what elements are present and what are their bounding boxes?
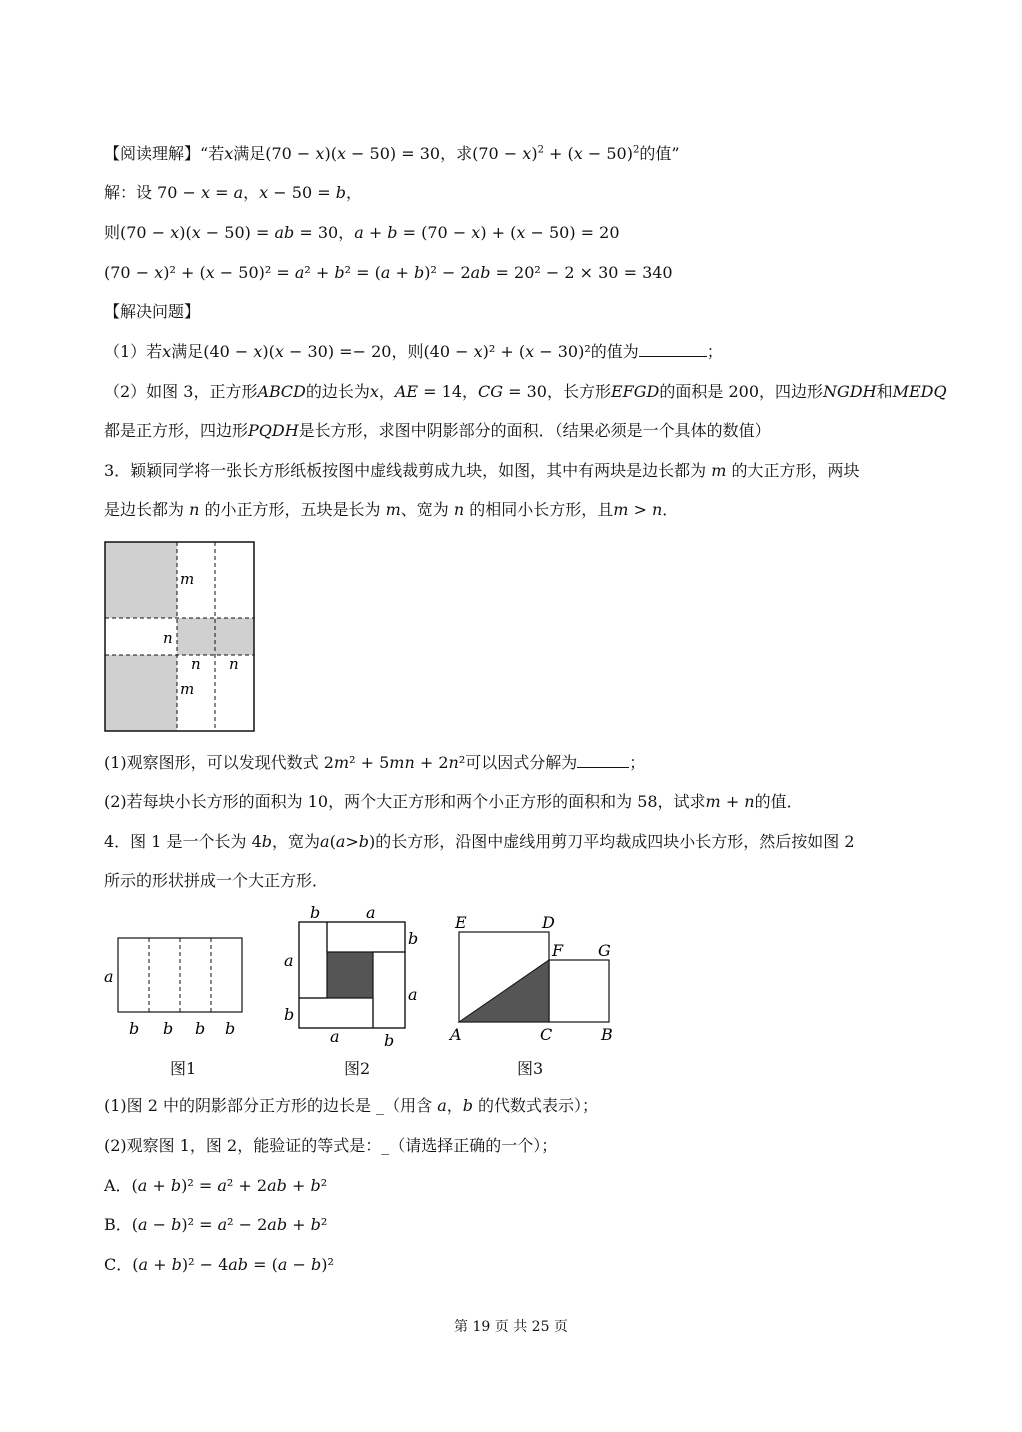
problem-3-q2: (2)若每块小长方形的面积为 10，两个大正方形和两个小正方形的面积和为 58，试求𝑚 + 𝑛的值． — [104, 792, 803, 811]
figure-1-rectangle — [100, 930, 250, 1040]
reading-line-2: 解：设 70 − 𝑥 = 𝑎，𝑥 − 50 = 𝑏， — [104, 183, 362, 202]
piece-right — [373, 952, 405, 1028]
reading-line-1: 【阅读理解】“若x满足(70 − x)(x − 50) = 30，求$(70 - x)^2 + (x - 50)^2$的值” — [104, 144, 680, 163]
label-b: b — [129, 1019, 140, 1038]
figure-2-square — [280, 902, 430, 1052]
question-1: （1）若𝑥满足(40 − 𝑥)(𝑥 − 30) =− 20，则(40 − 𝑥)² + (𝑥 − 30)²的值为 ； — [104, 342, 723, 361]
piece-left — [299, 922, 327, 998]
label-A: A — [450, 1025, 462, 1044]
question-2-line-2: 都是正方形，四边形𝑃𝑄𝐷𝐻是长方形，求图中阴影部分的面积．（结果必须是一个具体的数值） — [104, 421, 771, 440]
label-C: C — [540, 1025, 553, 1044]
problem-4-q2: (2)观察图 1，图 2，能验证的等式是：_（请选择正确的一个）； — [104, 1136, 558, 1155]
solve-title: 【解决问题】 — [104, 302, 201, 321]
label-a: a — [104, 967, 114, 986]
answer-blank[interactable] — [639, 340, 707, 357]
option-b: B．(𝑎 − 𝑏)² = 𝑎² − 2𝑎𝑏 + 𝑏² — [104, 1215, 328, 1234]
label-E: E — [455, 913, 467, 932]
figure-1-caption: 图1 — [170, 1059, 197, 1078]
label-b: b — [195, 1019, 206, 1038]
label-D: D — [542, 913, 555, 932]
problem-3-q1: (1)观察图形，可以发现代数式 2𝑚² + 5𝑚𝑛 + 2𝑛²可以因式分解为 ； — [104, 753, 646, 772]
label-a: a — [408, 985, 418, 1004]
label-n: n — [191, 655, 201, 673]
page-footer: 第 19 页 共 25 页 — [454, 1319, 568, 1335]
piece-top — [327, 922, 405, 952]
label-a: a — [284, 951, 294, 970]
label-b: b — [408, 929, 419, 948]
label-b: b — [225, 1019, 236, 1038]
nine-piece-diagram — [104, 541, 256, 734]
label-F: F — [552, 941, 564, 960]
figure-3-caption: 图3 — [517, 1059, 544, 1078]
figure-2-caption: 图2 — [344, 1059, 371, 1078]
reading-tag: 【阅读理解】 — [104, 144, 201, 163]
problem-4-line-2: 所示的形状拼成一个大正方形． — [104, 871, 329, 890]
label-a: a — [330, 1027, 340, 1046]
problem-3-line-1: 3．颖颖同学将一张长方形纸板按图中虚线裁剪成九块，如图，其中有两块是边长都为 𝑚 的大正方形，两块 — [104, 461, 860, 480]
label-n: n — [163, 629, 173, 647]
answer-blank[interactable] — [577, 751, 629, 768]
piece-bottom — [299, 998, 373, 1028]
label-b: b — [310, 903, 321, 922]
problem-4-q1: (1)图 2 中的阴影部分正方形的边长是 _（用含 𝑎，𝑏 的代数式表示）； — [104, 1096, 599, 1115]
label-m: m — [180, 570, 195, 588]
label-b: b — [284, 1005, 295, 1024]
option-a: A．(𝑎 + 𝑏)² = 𝑎² + 2𝑎𝑏 + 𝑏² — [104, 1176, 328, 1195]
label-n: n — [229, 655, 239, 673]
label-B: B — [601, 1025, 613, 1044]
square-cfgb — [549, 960, 609, 1022]
label-b: b — [384, 1031, 395, 1050]
question-2-line-1: （2）如图 3，正方形𝐴𝐵𝐶𝐷的边长为𝑥，𝐴𝐸 = 14，𝐶𝐺 = 30，长方形𝐸𝐹𝐺𝐷的面积是 200，四边形𝑁𝐺𝐷𝐻和𝑀𝐸𝐷𝑄 — [104, 382, 947, 401]
reading-line-4: (70 − 𝑥)² + (𝑥 − 50)² = 𝑎² + 𝑏² = (𝑎 + 𝑏)² − 2𝑎𝑏 = 20² − 2 × 30 = 340 — [104, 263, 673, 282]
figure-3-squares — [445, 908, 625, 1048]
label-b: b — [163, 1019, 174, 1038]
label-m: m — [180, 680, 195, 698]
shaded-square — [327, 952, 373, 998]
big-square-bottom — [105, 655, 177, 731]
problem-4-line-1: 4．图 1 是一个长为 4𝑏，宽为𝑎(𝑎>𝑏)的长方形，沿图中虚线用剪刀平均裁成四块小长方形，然后按如图 2 — [104, 832, 855, 851]
label-G: G — [598, 941, 611, 960]
reading-line-3: 则(70 − 𝑥)(𝑥 − 50) = 𝑎𝑏 = 30，𝑎 + 𝑏 = (70 − 𝑥) + (𝑥 − 50) = 20 — [104, 223, 620, 242]
shaded-triangle — [459, 960, 549, 1022]
problem-3-line-2: 是边长都为 𝑛 的小正方形，五块是长为 𝑚、宽为 𝑛 的相同小长方形，且𝑚 > 𝑛． — [104, 500, 679, 519]
option-c: C．(𝑎 + 𝑏)² − 4𝑎𝑏 = (𝑎 − 𝑏)² — [104, 1255, 334, 1274]
big-square-top — [105, 542, 177, 618]
label-a: a — [366, 903, 376, 922]
